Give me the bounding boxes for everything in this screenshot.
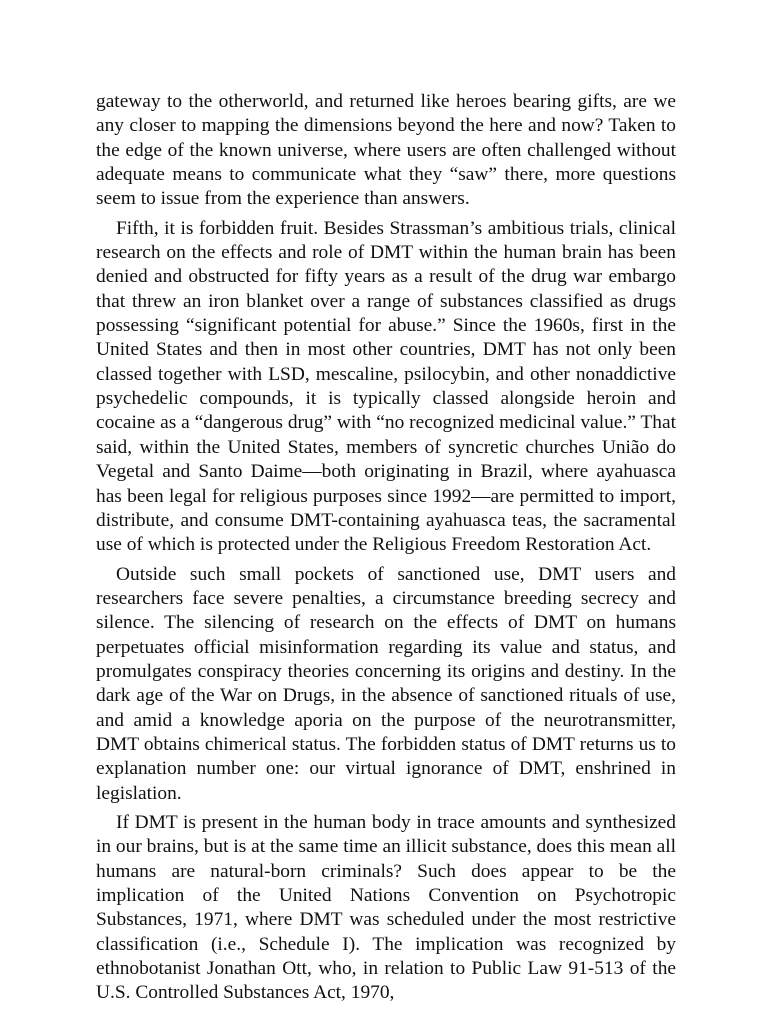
paragraph-1: gateway to the otherworld, and returned like heroes bearing gifts, are we any closer to mapping the dimensions beyond the here and now? Taken to the edge of the known universe, where users are often challenged without adequate means to communicate what they “saw” there, more questions seem to issue from the experience than answers. bbox=[96, 91, 676, 210]
paragraph-2: Fifth, it is forbidden fruit. Besides Strassman’s ambitious trials, clinical research on the effects and role of DMT within the human brain has been denied and obstructed for fifty years as a result of the drug war embargo that threw an iron blanket over a range of substances classified as drugs possessing “significant potential for abuse.” Since the 1960s, first in the United States and then in most other countries, DMT has not only been classed together with LSD, mescaline, psilocybin, and other nonaddictive psychedelic compounds, it is typically classed alongside heroin and cocaine as a “dangerous drug” with “no recognized medicinal value.” That said, within the United States, members of syncretic churches União do Vegetal and Santo Daime—both originating in Brazil, where ayahuasca has been legal for religious purposes since 1992—are permitted to import, distribute, and consume DMT-containing ayahuasca teas, the sacramental use of which is protected under the Religious Freedom Restoration Act. bbox=[96, 217, 676, 556]
document-page bbox=[96, 90, 676, 1011]
paragraph-3: Outside such small pockets of sanctioned use, DMT users and researchers face severe penalties, a circumstance breeding secrecy and silence. The silencing of research on the effects of DMT on humans perpetuates official misinformation regarding its value and status, and promulgates conspiracy theories concerning its origins and destiny. In the dark age of the War on Drugs, in the absence of sanctioned rituals of use, and amid a knowledge aporia on the purpose of the neurotransmitter, DMT obtains chimerical status. The forbidden status of DMT returns us to explanation number one: our virtual ignorance of DMT, enshrined in legislation. bbox=[96, 563, 676, 804]
paragraph-4: If DMT is present in the human body in trace amounts and synthesized in our brains, but is at the same time an illicit substance, does this mean all humans are natural-born criminals? Such does appear to be the implication of the United Nations Convention on Psychotropic Substances, 1971, where DMT was scheduled under the most restrictive classification (i.e., Schedule I). The implication was recognized by ethnobotanist Jonathan Ott, who, in relation to Public Law 91-513 of the U.S. Controlled Substances Act, 1970, bbox=[96, 811, 676, 1004]
